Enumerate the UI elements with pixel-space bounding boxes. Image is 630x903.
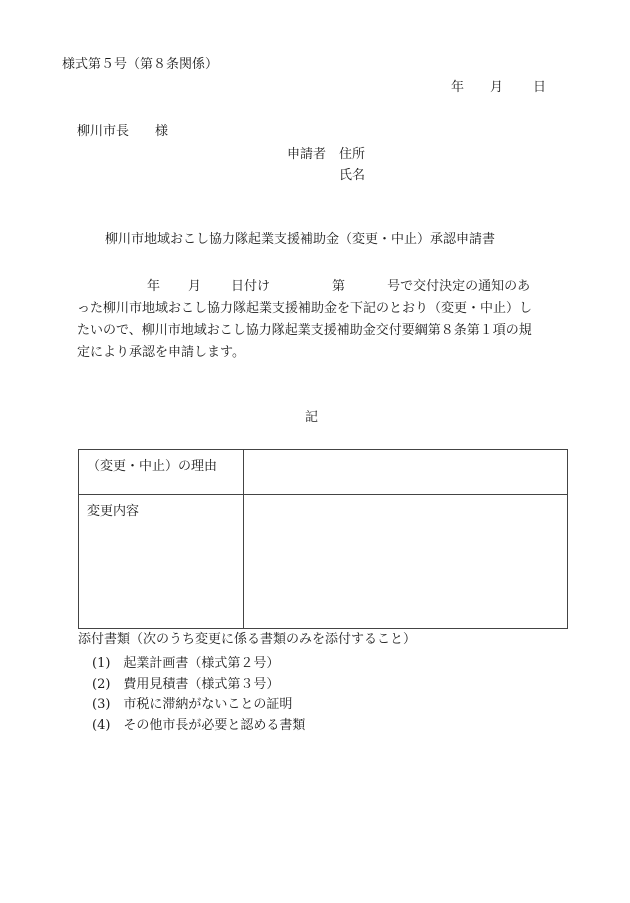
date-month: 月 (490, 80, 504, 95)
applicant-address-label: 申請者 住所 (287, 147, 366, 162)
body-dated: 日付け (231, 279, 271, 294)
recipient-line: 柳川市長 様 (77, 124, 169, 139)
table-row (79, 450, 568, 495)
details-table (78, 449, 568, 629)
change-label: 変更内容 (79, 495, 244, 629)
attachment-item: (1) 起業計画書（様式第２号） (92, 656, 280, 671)
change-value-cell[interactable] (244, 495, 568, 629)
attachment-item: (3) 市税に滞納がないことの証明 (92, 697, 293, 712)
body-line-2: った柳川市地域おこし協力隊起業支援補助金を下記のとおり（変更・中止）し (77, 301, 533, 316)
form-number-label: 様式第５号（第８条関係） (62, 57, 219, 72)
attachment-item: (2) 費用見積書（様式第３号） (92, 677, 280, 692)
body-paragraph (77, 276, 555, 364)
reason-value-cell[interactable] (244, 450, 568, 495)
body-line-4: 定により承認を申請します。 (77, 345, 245, 360)
applicant-name-label: 氏名 (339, 168, 366, 183)
body-month: 月 (188, 279, 202, 294)
body-number: 第 (332, 279, 346, 294)
body-line1-rest: 号で交付決定の通知のあ (387, 279, 531, 294)
attachments-title: 添付書類（次のうち変更に係る書類のみを添付すること） (78, 632, 417, 647)
document-title: 柳川市地域おこし協力隊起業支援補助金（変更・中止）承認申請書 (105, 232, 496, 247)
reason-label: （変更・中止）の理由 (79, 450, 244, 495)
date-year: 年 (451, 80, 465, 95)
table-row (79, 495, 568, 629)
date-day: 日 (533, 80, 547, 95)
attachment-item: (4) その他市長が必要と認める書類 (92, 718, 306, 733)
body-year: 年 (147, 279, 161, 294)
date-line (451, 80, 546, 96)
body-line-1 (77, 276, 555, 298)
note-heading: 記 (305, 410, 319, 425)
body-line-3: たいので、柳川市地域おこし協力隊起業支援補助金交付要綱第８条第１項の規 (77, 323, 532, 338)
